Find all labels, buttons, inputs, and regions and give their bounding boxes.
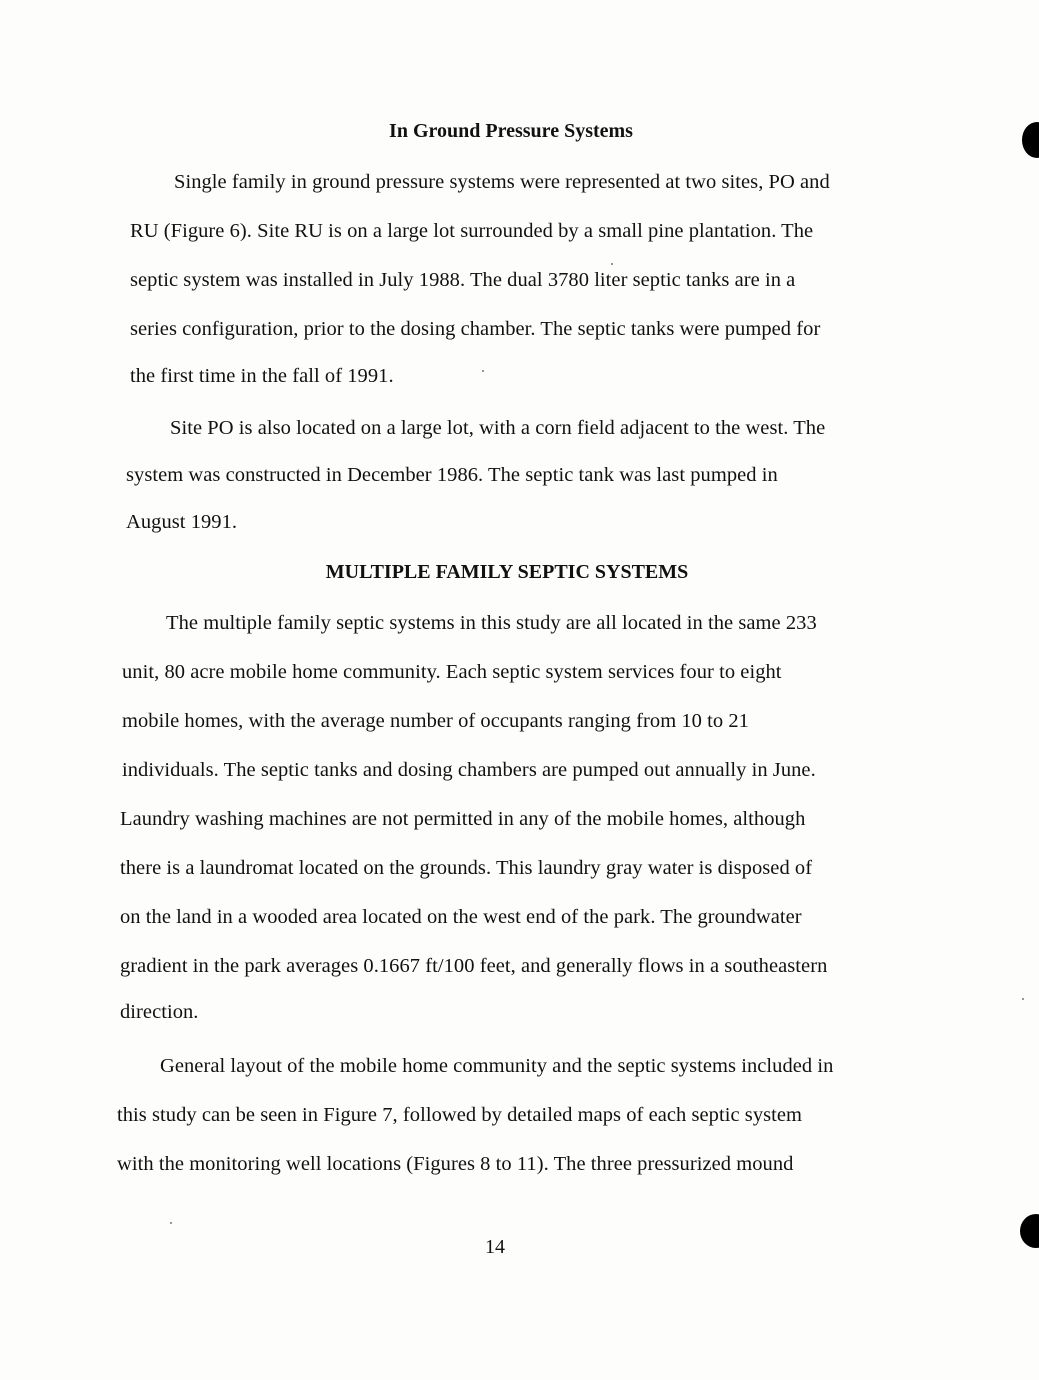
scan-speck bbox=[611, 263, 613, 265]
paragraph-line: August 1991. bbox=[126, 511, 238, 533]
punch-hole-top bbox=[1022, 122, 1039, 158]
paragraph-line: gradient in the park averages 0.1667 ft/100 feet, and generally flows in a southeastern bbox=[120, 955, 828, 977]
paragraph-line: Site PO is also located on a large lot, with a corn field adjacent to the west. The bbox=[170, 417, 826, 439]
paragraph-line: Laundry washing machines are not permitted in any of the mobile homes, although bbox=[120, 808, 806, 830]
section-heading-in-ground-pressure: In Ground Pressure Systems bbox=[389, 120, 633, 142]
paragraph-line: The multiple family septic systems in this study are all located in the same 233 bbox=[166, 612, 817, 634]
paragraph-line: system was constructed in December 1986. The septic tank was last pumped in bbox=[126, 464, 778, 486]
paragraph-line: series configuration, prior to the dosing chamber. The septic tanks were pumped for bbox=[130, 318, 821, 340]
paragraph-line: General layout of the mobile home community and the septic systems included in bbox=[160, 1055, 834, 1077]
paragraph-line: Single family in ground pressure systems were represented at two sites, PO and bbox=[174, 171, 830, 193]
paragraph-line: septic system was installed in July 1988. The dual 3780 liter septic tanks are in a bbox=[130, 269, 796, 291]
paragraph-line: unit, 80 acre mobile home community. Each septic system services four to eight bbox=[122, 661, 782, 683]
scan-speck bbox=[170, 1222, 172, 1224]
paragraph-line: this study can be seen in Figure 7, followed by detailed maps of each septic system bbox=[117, 1104, 803, 1126]
paragraph-line: there is a laundromat located on the grounds. This laundry gray water is disposed of bbox=[120, 857, 813, 879]
page-number: 14 bbox=[485, 1236, 505, 1258]
paragraph-line: with the monitoring well locations (Figures 8 to 11). The three pressurized mound bbox=[117, 1153, 794, 1175]
section-heading-multiple-family: MULTIPLE FAMILY SEPTIC SYSTEMS bbox=[325, 561, 689, 583]
paragraph-line: direction. bbox=[120, 1001, 199, 1023]
scan-speck bbox=[482, 370, 484, 372]
punch-hole-bottom bbox=[1020, 1214, 1039, 1248]
paragraph-line: RU (Figure 6). Site RU is on a large lot surrounded by a small pine plantation. The bbox=[130, 220, 814, 242]
paragraph-line: individuals. The septic tanks and dosing chambers are pumped out annually in June. bbox=[122, 759, 816, 781]
paragraph-line: on the land in a wooded area located on the west end of the park. The groundwater bbox=[120, 906, 802, 928]
scan-speck bbox=[1022, 998, 1024, 1000]
paragraph-line: mobile homes, with the average number of occupants ranging from 10 to 21 bbox=[122, 710, 749, 732]
paragraph-line: the first time in the fall of 1991. bbox=[130, 365, 394, 387]
